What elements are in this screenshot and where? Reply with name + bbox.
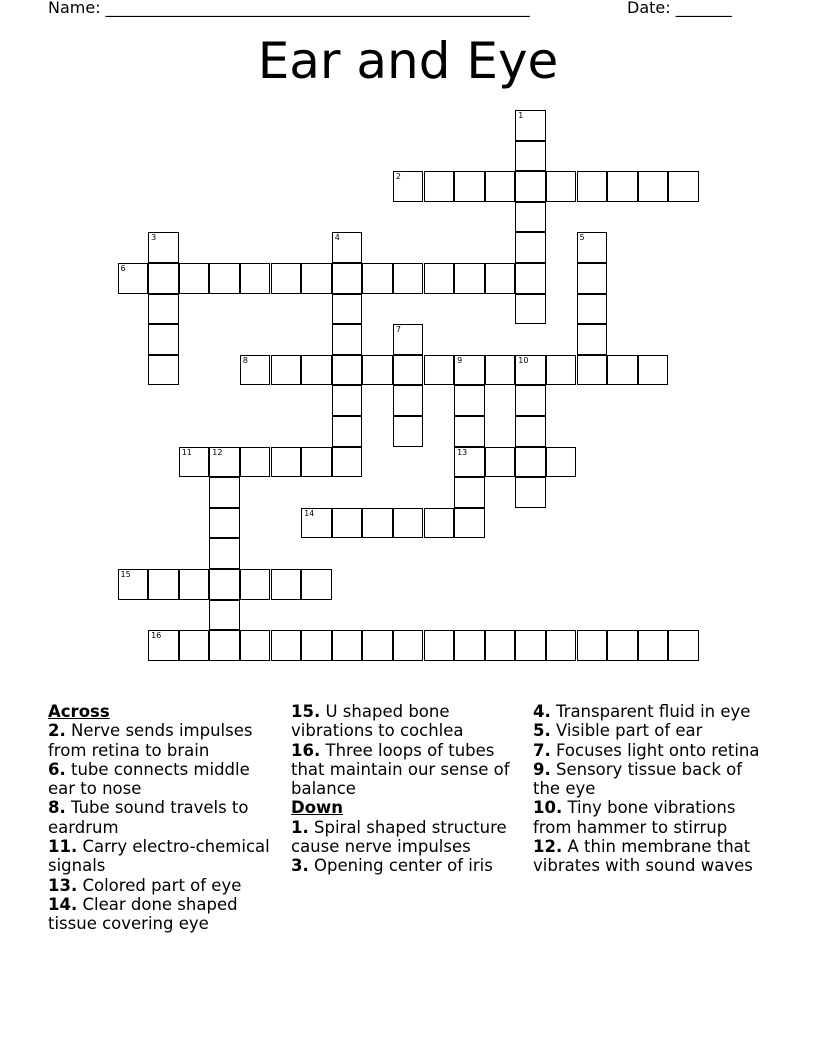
clue-number: 15 <box>120 570 131 579</box>
clues-column-2 <box>291 702 523 876</box>
grid-cell[interactable] <box>454 508 485 539</box>
clue-number: 13 <box>457 447 468 457</box>
grid-cell[interactable] <box>546 447 577 478</box>
grid-cell[interactable] <box>301 263 332 294</box>
clue-number: 12 <box>212 447 223 457</box>
grid-cell[interactable] <box>240 447 271 478</box>
grid-cell[interactable] <box>240 263 271 294</box>
clue-across-14: 14. Clear done shaped tissue covering eye <box>48 894 238 934</box>
grid-cell[interactable] <box>393 416 424 447</box>
grid-cell[interactable] <box>424 171 455 202</box>
grid-cell[interactable] <box>118 569 149 600</box>
clue-across-8: 8. Tube sound travels to eardrum <box>48 798 249 837</box>
grid-cell[interactable] <box>332 232 363 263</box>
clue-across-6: 6. tube connects middle ear to nose <box>48 759 250 799</box>
grid-cell[interactable] <box>301 508 332 539</box>
grid-cell[interactable] <box>148 630 179 661</box>
grid-cell[interactable] <box>393 324 424 355</box>
grid-cell[interactable] <box>668 171 699 202</box>
grid-cell[interactable] <box>668 630 699 661</box>
clue-number: 14 <box>304 508 315 518</box>
grid-cell[interactable] <box>454 385 485 416</box>
grid-cell[interactable] <box>301 447 332 478</box>
grid-cell[interactable] <box>332 294 363 325</box>
clues-column-3 <box>533 702 765 876</box>
grid-cell[interactable] <box>271 355 302 386</box>
grid-cell[interactable] <box>179 263 210 294</box>
grid-cell[interactable] <box>485 630 516 661</box>
grid-cell[interactable] <box>485 263 516 294</box>
grid-cell[interactable] <box>454 630 485 661</box>
grid-cell[interactable] <box>577 232 608 263</box>
grid-cell[interactable] <box>301 569 332 600</box>
grid-cell[interactable] <box>607 355 638 386</box>
grid-cell[interactable] <box>271 630 302 661</box>
grid-cell[interactable] <box>179 569 210 600</box>
grid-cell[interactable] <box>209 630 240 661</box>
clue-down-1: 1. Spiral shaped structure cause nerve impulses <box>291 817 507 857</box>
grid-cell[interactable] <box>301 630 332 661</box>
clue-number: 9 <box>457 355 463 365</box>
grid-cell[interactable] <box>271 447 302 478</box>
grid-cell[interactable] <box>393 508 424 539</box>
clue-across-13: 13. Colored part of eye <box>48 875 242 895</box>
clue-number: 16 <box>151 631 162 641</box>
grid-cell[interactable] <box>332 355 363 386</box>
grid-cell[interactable] <box>362 263 393 294</box>
grid-cell[interactable] <box>577 324 608 355</box>
clue-down-12: 12. A thin membrane that vibrates with sound waves <box>533 837 753 876</box>
grid-cell[interactable] <box>332 385 363 416</box>
date-line[interactable]: Date: _______ <box>627 0 732 17</box>
clue-number: 5 <box>579 233 585 243</box>
clue-across-15: 15. U shaped bone vibrations to cochlea <box>291 702 464 741</box>
grid-cell[interactable] <box>148 263 179 294</box>
clue-number: 1 <box>518 111 524 120</box>
grid-cell[interactable] <box>577 263 608 294</box>
grid-cell[interactable] <box>515 447 546 478</box>
grid-cell[interactable] <box>454 263 485 294</box>
clue-number: 7 <box>395 325 401 335</box>
grid-cell[interactable] <box>638 630 669 661</box>
clue-number: 11 <box>181 447 192 457</box>
grid-cell[interactable] <box>209 263 240 294</box>
clues-column-1 <box>48 702 280 934</box>
grid-cell[interactable] <box>332 263 363 294</box>
grid-cell[interactable] <box>332 508 363 539</box>
grid-cell[interactable] <box>577 294 608 325</box>
grid-cell[interactable] <box>515 202 546 233</box>
clue-number: 8 <box>242 355 248 365</box>
grid-cell[interactable] <box>515 232 546 263</box>
grid-cell[interactable] <box>485 355 516 386</box>
grid-cell[interactable] <box>577 171 608 202</box>
grid-cell[interactable] <box>393 385 424 416</box>
grid-cell[interactable] <box>515 630 546 661</box>
grid-cell[interactable] <box>485 171 516 202</box>
clue-down-3: 3. Opening center of iris <box>291 856 493 876</box>
grid-cell[interactable] <box>515 416 546 447</box>
grid-cell[interactable] <box>148 355 179 386</box>
grid-cell[interactable] <box>515 141 546 172</box>
grid-cell[interactable] <box>240 569 271 600</box>
clue-down-4: 4. Transparent fluid in eye <box>533 702 751 721</box>
grid-cell[interactable] <box>485 447 516 478</box>
grid-cell[interactable] <box>454 355 485 386</box>
clue-across-2: 2. Nerve sends impulses from retina to brain <box>48 721 253 760</box>
grid-cell[interactable] <box>515 110 546 141</box>
grid-cell[interactable] <box>362 508 393 539</box>
grid-cell[interactable] <box>638 171 669 202</box>
grid-cell[interactable] <box>515 171 546 202</box>
name-line[interactable]: Name: _____________________________________________________ <box>48 0 530 17</box>
across-heading: Across <box>48 702 110 721</box>
grid-cell[interactable] <box>271 569 302 600</box>
grid-cell[interactable] <box>332 324 363 355</box>
grid-cell[interactable] <box>577 630 608 661</box>
grid-cell[interactable] <box>546 171 577 202</box>
grid-cell[interactable] <box>393 263 424 294</box>
grid-cell[interactable] <box>546 630 577 661</box>
grid-cell[interactable] <box>577 355 608 386</box>
grid-cell[interactable] <box>148 232 179 263</box>
clue-across-16: 16. Three loops of tubes that maintain our sense of balance <box>291 740 510 799</box>
clue-number: 2 <box>395 172 401 182</box>
grid-cell[interactable] <box>424 263 455 294</box>
clue-down-10: 10. Tiny bone vibrations from hammer to stirrup <box>533 798 736 837</box>
grid-cell[interactable] <box>515 477 546 508</box>
grid-cell[interactable] <box>454 477 485 508</box>
grid-cell[interactable] <box>209 508 240 539</box>
grid-cell[interactable] <box>607 171 638 202</box>
clue-down-5: 5. Visible part of ear <box>533 721 703 741</box>
down-heading: Down <box>291 798 344 818</box>
puzzle-title: Ear and Eye <box>257 32 559 90</box>
clue-number: 6 <box>120 264 126 273</box>
grid-cell[interactable] <box>362 355 393 386</box>
grid-cell[interactable] <box>209 538 240 569</box>
grid-cell[interactable] <box>179 447 210 478</box>
grid-cell[interactable] <box>607 630 638 661</box>
grid-cell[interactable] <box>638 355 669 386</box>
clue-number: 3 <box>151 233 157 243</box>
grid-cell[interactable] <box>424 630 455 661</box>
grid-cell[interactable] <box>209 569 240 600</box>
grid-cell[interactable] <box>118 263 149 294</box>
grid-cell[interactable] <box>301 355 332 386</box>
grid-cell[interactable] <box>515 263 546 294</box>
grid-cell[interactable] <box>148 324 179 355</box>
grid-cell[interactable] <box>546 355 577 386</box>
grid-cell[interactable] <box>515 294 546 325</box>
clue-down-9: 9. Sensory tissue back of the eye <box>533 759 743 799</box>
grid-cell[interactable] <box>209 477 240 508</box>
clue-number: 10 <box>518 355 529 365</box>
grid-cell[interactable] <box>393 630 424 661</box>
grid-cell[interactable] <box>148 294 179 325</box>
grid-cell[interactable] <box>332 447 363 478</box>
grid-cell[interactable] <box>454 447 485 478</box>
grid-cell[interactable] <box>362 630 393 661</box>
grid-cell[interactable] <box>240 355 271 386</box>
grid-cell[interactable] <box>240 630 271 661</box>
grid-cell[interactable] <box>179 630 210 661</box>
grid-cell[interactable] <box>424 508 455 539</box>
grid-cell[interactable] <box>393 171 424 202</box>
grid-cell[interactable] <box>148 569 179 600</box>
grid-cell[interactable] <box>332 630 363 661</box>
grid-cell[interactable] <box>271 263 302 294</box>
grid-cell[interactable] <box>209 600 240 631</box>
clue-number: 4 <box>334 233 340 243</box>
grid-cell[interactable] <box>393 355 424 386</box>
grid-cell[interactable] <box>209 447 240 478</box>
clue-down-7: 7. Focuses light onto retina <box>533 740 760 760</box>
grid-cell[interactable] <box>424 355 455 386</box>
grid-cell[interactable] <box>515 355 546 386</box>
grid-cell[interactable] <box>332 416 363 447</box>
grid-cell[interactable] <box>515 385 546 416</box>
clue-across-11: 11. Carry electro-chemical signals <box>48 837 270 876</box>
grid-cell[interactable] <box>454 416 485 447</box>
grid-cell[interactable] <box>454 171 485 202</box>
